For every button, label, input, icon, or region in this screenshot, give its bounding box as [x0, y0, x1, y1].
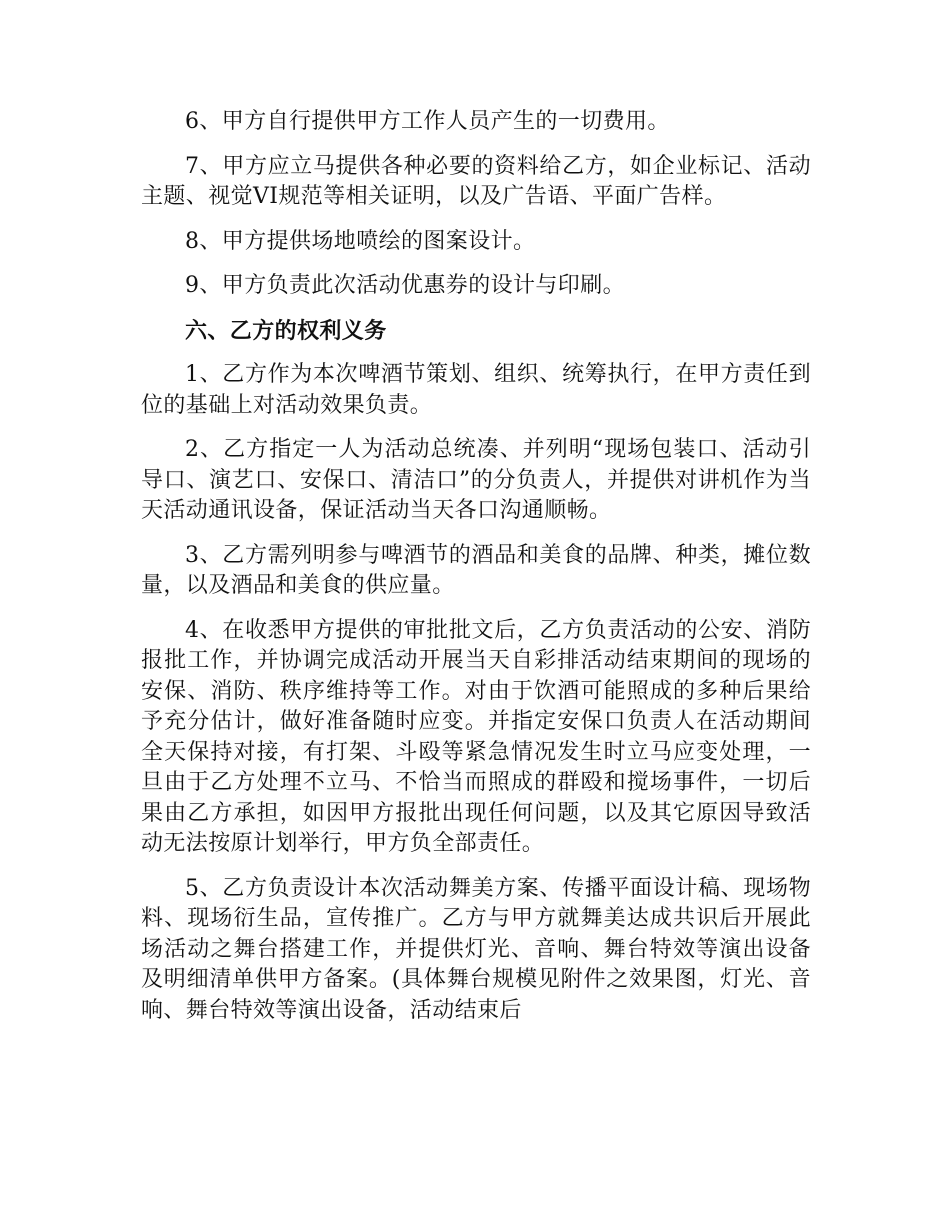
paragraph-item-6: 6、甲方自行提供甲方工作人员产生的一切费用。 [185, 109, 670, 134]
paragraph-item-2: 2、乙方指定一人为活动总统凑、并列明“现场包装口、活动引导口、演艺口、安保口、清洁口”的分负责人，并提供对讲机作为当天活动通讯设备，保证活动当天各口沟通顺畅。 [141, 437, 811, 523]
section-heading: 六、乙方的权利义务 [185, 317, 387, 344]
paragraph-item-5: 5、乙方负责设计本次活动舞美方案、传播平面设计稿、现场物料、现场衍生品，宣传推广。乙方与甲方就舞美达成共识后开展此场活动之舞台搭建工作，并提供灯光、音响、舞台特效等演出设备及明细清单供甲方备案。(具体舞台规模见附件之效果图，灯光、音响、舞台特效等演出设备，活动结束后 [141, 875, 811, 1023]
paragraph-item-1: 1、乙方作为本次啤酒节策划、组织、统筹执行，在甲方责任到位的基础上对活动效果负责。 [141, 362, 811, 418]
document-body [141, 107, 811, 1040]
paragraph-item-9: 9、甲方负责此次活动优惠券的设计与印刷。 [185, 273, 625, 298]
paragraph-item-3: 3、乙方需列明参与啤酒节的酒品和美食的品牌、种类，摊位数量，以及酒品和美食的供应量。 [141, 542, 811, 598]
paragraph-item-7: 7、甲方应立马提供各种必要的资料给乙方，如企业标记、活动主题、视觉VI规范等相关证明，以及广告语、平面广告样。 [141, 153, 811, 209]
paragraph-item-8: 8、甲方提供场地喷绘的图案设计。 [185, 228, 536, 254]
paragraph-item-4: 4、在收悉甲方提供的审批批文后，乙方负责活动的公安、消防报批工作，并协调完成活动开展当天自彩排活动结束期间的现场的安保、消防、秩序维持等工作。对由于饮酒可能照成的多种后果给予充分估计，做好准备随时应变。并指定安保口负责人在活动期间全天保持对接，有打架、斗殴等紧急情况发生时立马应变处理，一旦由于乙方处理不立马、不恰当而照成的群殴和搅场事件，一切后果由乙方承担，如因甲方报批出现任何问题，以及其它原因导致活动无法按原计划举行，甲方负全部责任。 [141, 617, 811, 856]
